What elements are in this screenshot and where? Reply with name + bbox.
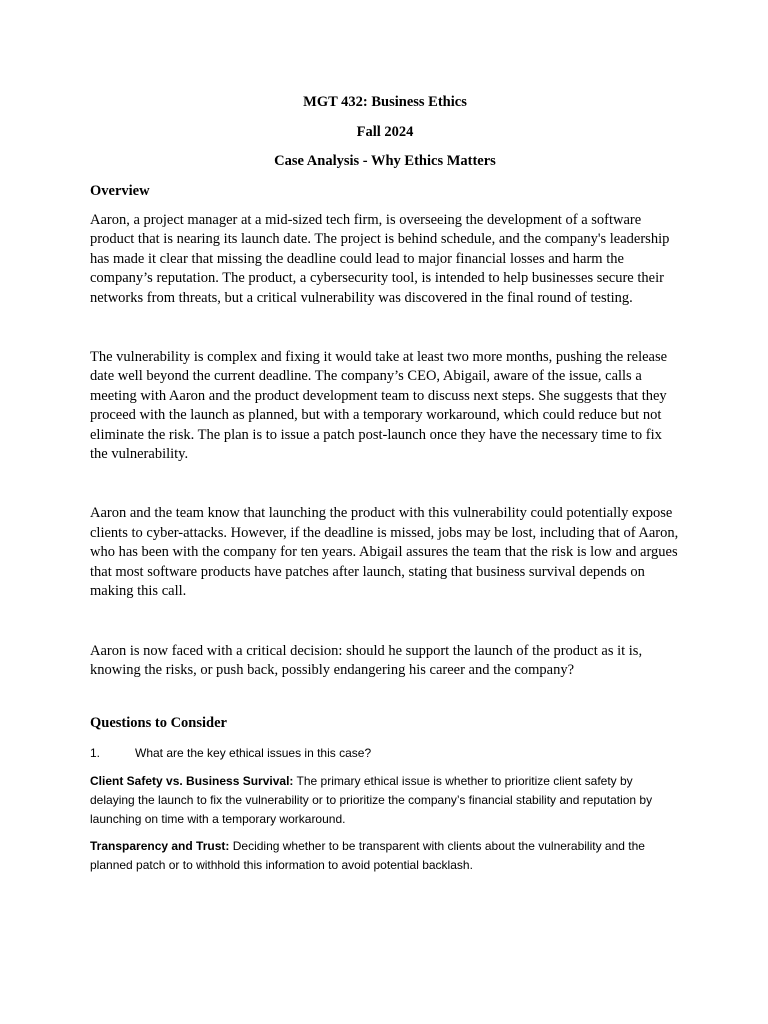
term: Fall 2024 <box>356 123 414 140</box>
overview-heading: Overview <box>90 182 150 199</box>
answer-transparency <box>90 837 680 875</box>
assignment-title: Case Analysis - Why Ethics Matters <box>274 153 496 169</box>
overview-paragraph-3: Aaron and the team know that launching the product with this vulnerability could potentially expose clients to cyber-attacks. However, if the deadline is missed, jobs may be lost, including that of Aaron, who has been with the company for ten years. Abigail assures the team that the risk is low and argues that most software products have patches after launch, stating that business survival depends on making this call. <box>90 505 679 600</box>
overview-paragraph-2: The vulnerability is complex and fixing it would take at least two more months, pushing the release date well beyond the current deadline. The company’s CEO, Abigail, aware of the issue, calls a meeting with Aaron and the product development team to discuss next steps. She suggests that they proceed with the launch as planned, but with a temporary workaround, which could reduce but not eliminate the risk. The plan is to issue a patch post-launch once they have the necessary time to fix the vulnerability. <box>90 349 668 463</box>
answer-client-safety <box>90 772 680 829</box>
question-item <box>90 744 680 762</box>
question-number: 1. <box>90 745 101 760</box>
answer-label: Client Safety vs. Business Survival: <box>90 773 294 788</box>
overview-paragraph-1: Aaron, a project manager at a mid-sized tech firm, is overseeing the development of a software product that is nearing its launch date. The project is behind schedule, and the company's leadership has made it clear that missing the deadline could lead to major financial losses and harm the company’s reputation. The product, a cybersecurity tool, is intended to help businesses secure their networks from threats, but a critical vulnerability was discovered in the final round of testing. <box>90 212 670 306</box>
overview-paragraph-4: Aaron is now faced with a critical decision: should he support the launch of the product as it is, knowing the risks, or push back, possibly endangering his career and the company? <box>90 642 643 678</box>
answer-label: Transparency and Trust: <box>90 839 230 854</box>
course-title: MGT 432: Business Ethics <box>303 94 467 110</box>
document-body <box>90 93 680 884</box>
answer-text: The primary ethical issue is whether to prioritize client safety by delaying the launch to fix the vulnerability or to prioritize the company’s financial stability and reputation by launching on time with a temporary workaround. <box>90 773 653 826</box>
answer-text: Deciding whether to be transparent with clients about the vulnerability and the planned patch or to withhold this information to avoid potential backlash. <box>90 839 645 873</box>
questions-heading: Questions to Consider <box>90 715 227 732</box>
question-text: What are the key ethical issues in this case? <box>135 745 372 760</box>
